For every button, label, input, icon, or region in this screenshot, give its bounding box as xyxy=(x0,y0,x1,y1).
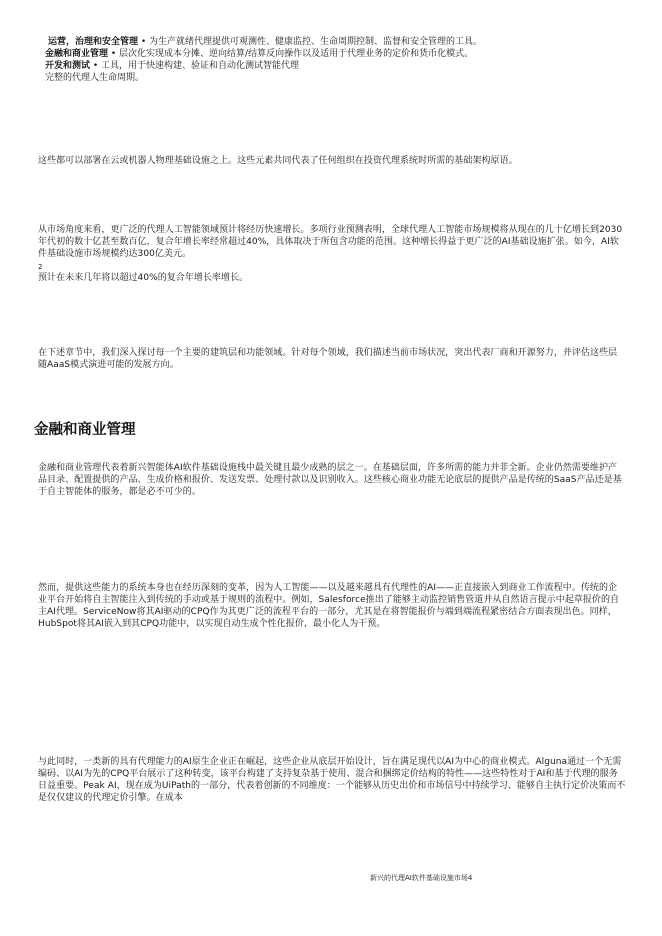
page-footer: 新兴的代理AI软件基础设施市场4 xyxy=(370,874,473,882)
bullet-item-finance xyxy=(45,48,625,60)
paragraph-section-intro: 在下述章节中，我们深入探讨每一个主要的建筑层和功能领域。针对每个领域，我们描述当前市场状况，突出代表厂商和开源努力，并评估这些层随AaaS模式演进可能的发展方向。 xyxy=(38,348,618,370)
bullet-text: 工具，用于快速构建、验证和自动化测试智能代理 xyxy=(101,61,300,71)
bullet-label: 运营，治理和安全管理 xyxy=(48,37,139,47)
paragraph-finance-overview: 金融和商业管理代表着新兴智能体AI软件基础设施栈中最关键且最少成熟的层之一。在基础层面，许多所需的能力并非全新。企业仍然需要维护产品目录、配置提供的产品、生成价格和报价、发送发票、处理付款以及识别收入。这些核心商业功能无论底层的提供产品是传统的SaaS产品还是基于自主智能体的服务，都是必不可少的。 xyxy=(38,463,622,497)
bullet-label: 金融和商业管理 xyxy=(45,49,109,59)
footnote-marker: 2 xyxy=(38,263,43,271)
paragraph-infrastructure: 这些都可以部署在云或机器人物理基础设施之上。这些元素共同代表了任何组织在投资代理系统时所需的基础架构原语。 xyxy=(38,156,518,166)
bullet-item-dev-testing xyxy=(45,60,625,72)
footnote-text: 预计在未来几年将以超过40%的复合年增长率增长。 xyxy=(38,273,249,283)
bullet-text: 层次化实现成本分摊、逆向结算/结算反向操作以及适用于代理业务的定价和货币化模式。 xyxy=(119,49,474,59)
bullet-text: 完整的代理人生命周期。 xyxy=(45,73,145,83)
bullet-text: 为生产就绪代理提供可观测性、健康监控、生命周期控制、监督和安全管理的工具。 xyxy=(149,37,483,47)
bullet-item-continuation xyxy=(45,72,625,84)
paragraph-market-outlook: 从市场角度来看，更广泛的代理人工智能领域预计将经历快速增长。多项行业预测表明，全球代理人工智能市场规模将从现在的几十亿增长到2030年代初的数十亿甚至数百亿，复合年增长率经常超过40%，具体取决于所包含功能的范围。这种增长得益于更广泛的AI基础设施扩张。如今，AI软件基础设施市场规模约达300亿美元。 xyxy=(38,225,623,259)
paragraph-finance-transformation: 然而，提供这些能力的系统本身也在经历深刻的变革，因为人工智能——以及越来越具有代理性的AI——正直接嵌入到商业工作流程中。传统的企业平台开始将自主智能注入到传统的手动或基于规则的流程中。例如，Salesforce推出了能够主动监控销售管道并从自然语言提示中起草报价的自主AI代理。ServiceNow将其AI驱动的CPQ作为其更广泛的流程平台的一部分，尤其是在将智能报价与端到端流程紧密结合方面表现出色。同样，HubSpot将其AI嵌入到其CPQ功能中，以实现自动生成个性化报价，最小化人为干预。 xyxy=(38,583,620,629)
bullet-list xyxy=(45,36,625,84)
bullet-separator: • xyxy=(90,61,102,71)
bullet-separator: • xyxy=(108,49,120,59)
bullet-label: 开发和测试 xyxy=(45,61,91,71)
paragraph-ai-native-vendors: 与此同时，一类新的具有代理能力的AI原生企业正在崛起，这些企业从底层开始设计，旨在满足现代以AI为中心的商业模式。Alguna通过一个无需编码、以AI为先的CPQ平台展示了这种转变，该平台构建了支持复杂基于使用、混合和捆绑定价结构的特性——这些特性对于AI和基于代理的服务日益重要。Peak AI，现在成为UiPath的一部分，代表着创新的不同维度：一个能够从历史出价和市场信号中持续学习、能够自主执行定价决策而不是仅仅建议的代理定价引擎。在成本 xyxy=(38,757,626,803)
section-heading: 金融和商业管理 xyxy=(34,422,136,438)
bullet-item-operations xyxy=(48,36,625,48)
bullet-separator: • xyxy=(138,37,150,47)
